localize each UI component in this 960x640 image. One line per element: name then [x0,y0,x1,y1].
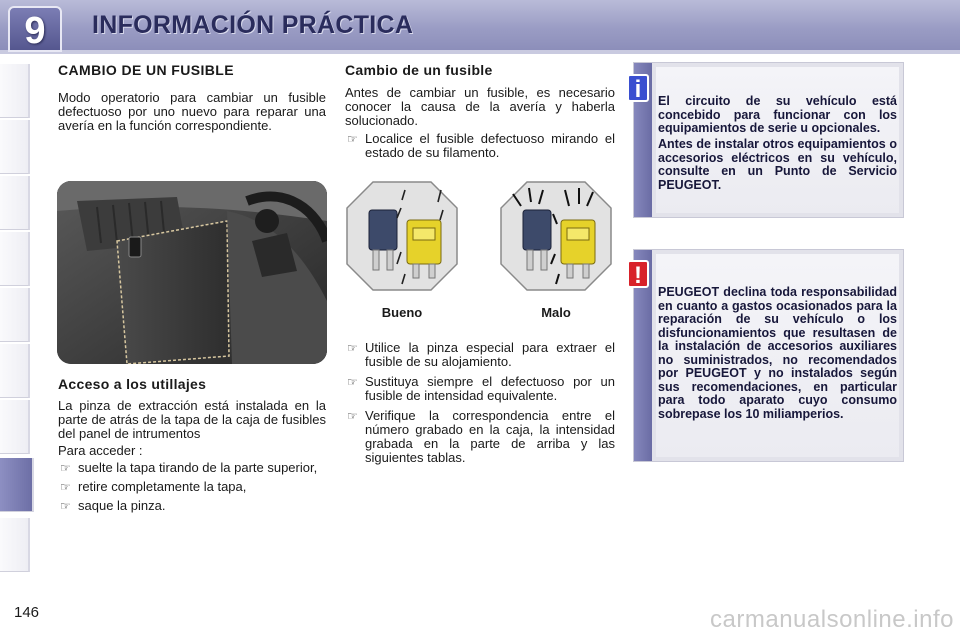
side-tab[interactable] [0,120,30,174]
step-item: ☞ Verifique la correspondencia entre el número grabado en la caja, la intensidad grabada en la parte de arriba y las siguientes tablas. [347,408,615,465]
watermark: carmanualsonline.info [710,606,954,633]
step-item: ☞ Sustituya siempre el defectuoso por un fusible de intensidad equivalente. [347,374,615,403]
info-box [633,62,904,218]
page-title: INFORMACIÓN PRÁCTICA [92,11,414,39]
side-tab-active[interactable] [0,458,34,512]
section-intro: Modo operatorio para cambiar un fusible defectuoso por uno nuevo para reparar una avería en la función correspondiente. [58,90,326,133]
pointing-hand-icon: ☞ [60,499,71,513]
fuse-change-title: Cambio de un fusible [345,62,493,78]
tools-section [58,376,326,513]
warning-box [633,249,904,462]
page-number: 146 [14,604,40,621]
section-title: CAMBIO DE UN FUSIBLE [58,62,234,78]
step-item: ☞ Localice el fusible defectuoso mirando el estado de su filamento. [347,131,615,160]
tools-text: La pinza de extracción está instalada en la parte de atrás de la tapa de la caja de fusibles del panel de intrumentos [58,398,326,441]
warning-icon: ! [627,260,649,288]
info-text-1: El circuito de su vehículo está concebido para funcionar con los equipamientos de serie u opcionales. [658,94,897,135]
header-divider [0,50,960,54]
side-tab[interactable] [0,176,30,230]
access-label: Para acceder : [58,443,143,458]
fuse-steps [345,341,615,465]
dashboard-photo [57,181,327,364]
chapter-side-tabs [0,64,34,576]
bad-fuse-label: Malo [541,305,571,320]
step-item: ☞ Utilice la pinza especial para extraer el fusible de su alojamiento. [347,340,615,369]
side-tab[interactable] [0,64,30,118]
info-text-2: Antes de instalar otros equipamientos o accesorios eléctricos en su vehículo, consulte en un Punto de Servicio PEUGEOT. [658,137,897,192]
info-icon: i [627,74,649,102]
pointing-hand-icon: ☞ [347,132,358,146]
pointing-hand-icon: ☞ [60,480,71,494]
step-item: ☞ saque la pinza. [60,498,166,513]
left-column [58,62,326,133]
side-tab[interactable] [0,518,30,572]
step-item: ☞ retire completamente la tapa, [60,479,247,494]
side-tab[interactable] [0,288,30,342]
good-fuse-diagram [345,180,459,292]
tools-title: Acceso a los utillajes [58,376,207,392]
pointing-hand-icon: ☞ [347,409,358,423]
bad-fuse-diagram [499,180,613,292]
chapter-number: 9 [24,10,46,52]
pointing-hand-icon: ☞ [60,461,71,475]
pointing-hand-icon: ☞ [347,341,358,355]
warning-text: PEUGEOT declina toda responsabilidad en cuanto a gastos ocasionados para la reparación de su vehículo o los disfuncionamientos que resultasen de la instalación de accesorios auxiliares no suministrados, no recomendados por PEUGEOT y no instalados según sus recomendaciones, en particular para todo aparato cuyo consumo sobrepase los 10 miliamperios. [658,285,897,421]
good-fuse-label: Bueno [381,305,423,320]
fuse-change-intro: Antes de cambiar un fusible, es necesario conocer la causa de la avería y haberla solucionado. [345,85,615,128]
pointing-hand-icon: ☞ [347,375,358,389]
side-tab[interactable] [0,232,30,286]
side-tab[interactable] [0,344,30,398]
side-tab[interactable] [0,400,30,454]
step-item: ☞ suelte la tapa tirando de la parte superior, [60,460,318,475]
middle-column [345,62,615,160]
chapter-tab [8,6,62,52]
